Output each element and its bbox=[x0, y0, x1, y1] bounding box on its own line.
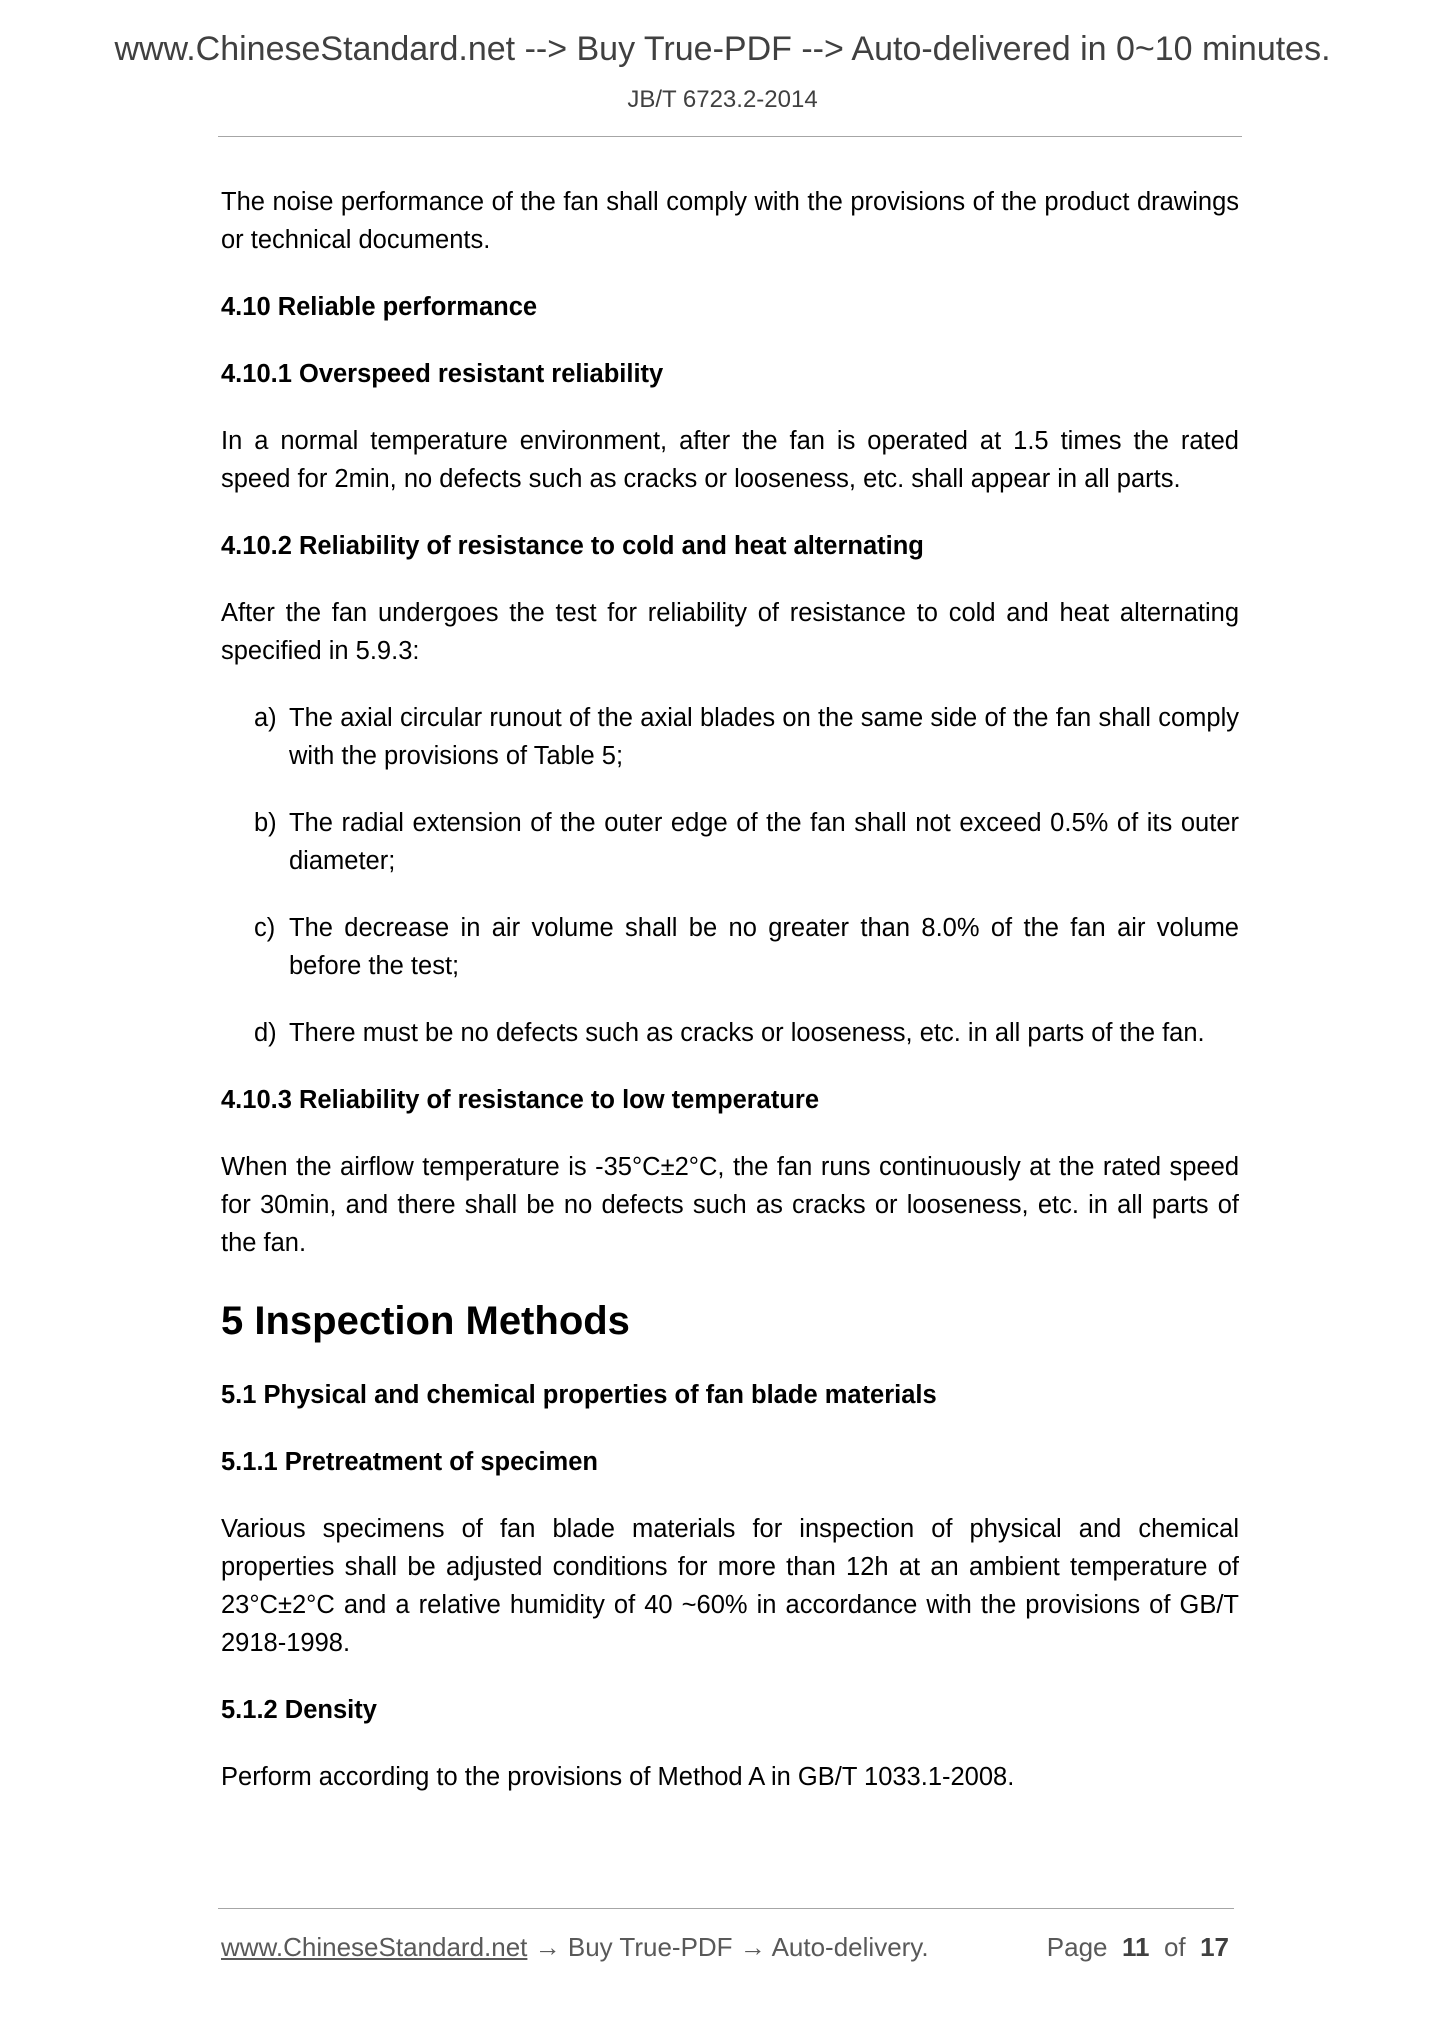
footer-divider bbox=[218, 1908, 1234, 1909]
list-text: There must be no defects such as cracks or looseness, etc. in all parts of the fan. bbox=[289, 1019, 1205, 1047]
page-word: Page bbox=[1046, 1932, 1108, 1962]
heading-4-10-2: 4.10.2 Reliability of resistance to cold and heat alternating bbox=[221, 532, 924, 560]
heading-4-10-1: 4.10.1 Overspeed resistant reliability bbox=[221, 360, 664, 388]
page-indicator bbox=[1047, 1932, 1229, 1963]
paragraph-4-10-2: After the fan undergoes the test for reliability of resistance to cold and heat alternating specified in 5.9.3: bbox=[221, 599, 1239, 665]
footer-site-link[interactable]: www.ChineseStandard.net bbox=[221, 1932, 528, 1962]
paragraph-4-10-3: When the airflow temperature is -35°C±2°C, the fan runs continuously at the rated speed for 30min, and there shall be no defects such as cracks or looseness, etc. in all parts of the fan. bbox=[221, 1153, 1239, 1257]
list-marker: c) bbox=[254, 914, 276, 942]
paragraph-noise: The noise performance of the fan shall comply with the provisions of the product drawings or technical documents. bbox=[221, 188, 1239, 254]
header-divider bbox=[218, 136, 1242, 137]
heading-5-1-2: 5.1.2 Density bbox=[221, 1696, 377, 1724]
of-word: of bbox=[1163, 1932, 1186, 1962]
heading-4-10-3: 4.10.3 Reliability of resistance to low temperature bbox=[221, 1086, 820, 1114]
page-number: 11 bbox=[1121, 1932, 1150, 1962]
list-marker: d) bbox=[254, 1019, 277, 1047]
paragraph-5-1-1: Various specimens of fan blade materials for inspection of physical and chemical properties shall be adjusted conditions for more than 12h at an ambient temperature of 23°C±2°C and a relative humidity of 40 ~60% in accordance with the provisions of GB/T 2918-1998. bbox=[221, 1515, 1239, 1657]
heading-5-1-1: 5.1.1 Pretreatment of specimen bbox=[221, 1448, 598, 1476]
heading-5-1: 5.1 Physical and chemical properties of fan blade materials bbox=[221, 1381, 937, 1409]
list-text: The axial circular runout of the axial blades on the same side of the fan shall comply with the provisions of Table 5; bbox=[289, 704, 1239, 770]
list-text: The decrease in air volume shall be no greater than 8.0% of the fan air volume before the test; bbox=[289, 914, 1239, 980]
heading-4-10: 4.10 Reliable performance bbox=[221, 293, 538, 321]
list-item bbox=[254, 699, 1239, 775]
paragraph-5-1-2: Perform according to the provisions of Method A in GB/T 1033.1-2008. bbox=[221, 1763, 1015, 1791]
list-item bbox=[254, 804, 1239, 880]
list-item bbox=[254, 1014, 1239, 1052]
chapter-heading-5: 5 Inspection Methods bbox=[221, 1299, 630, 1343]
footer-tagline: → Buy True-PDF → Auto-delivery. bbox=[527, 1932, 929, 1962]
list-item bbox=[254, 909, 1239, 985]
page-total: 17 bbox=[1200, 1932, 1229, 1962]
list-marker: b) bbox=[254, 809, 277, 837]
top-banner: www.ChineseStandard.net --> Buy True-PDF --> Auto-delivered in 0~10 minutes. bbox=[114, 30, 1331, 68]
paragraph-4-10-1: In a normal temperature environment, after the fan is operated at 1.5 times the rated speed for 2min, no defects such as cracks or looseness, etc. shall appear in all parts. bbox=[221, 427, 1239, 493]
page-footer bbox=[221, 1932, 1229, 1963]
page-body bbox=[221, 183, 1239, 1825]
list-marker: a) bbox=[254, 704, 277, 732]
document-code: JB/T 6723.2-2014 bbox=[627, 86, 818, 113]
list-text: The radial extension of the outer edge of the fan shall not exceed 0.5% of its outer diameter; bbox=[289, 809, 1239, 875]
